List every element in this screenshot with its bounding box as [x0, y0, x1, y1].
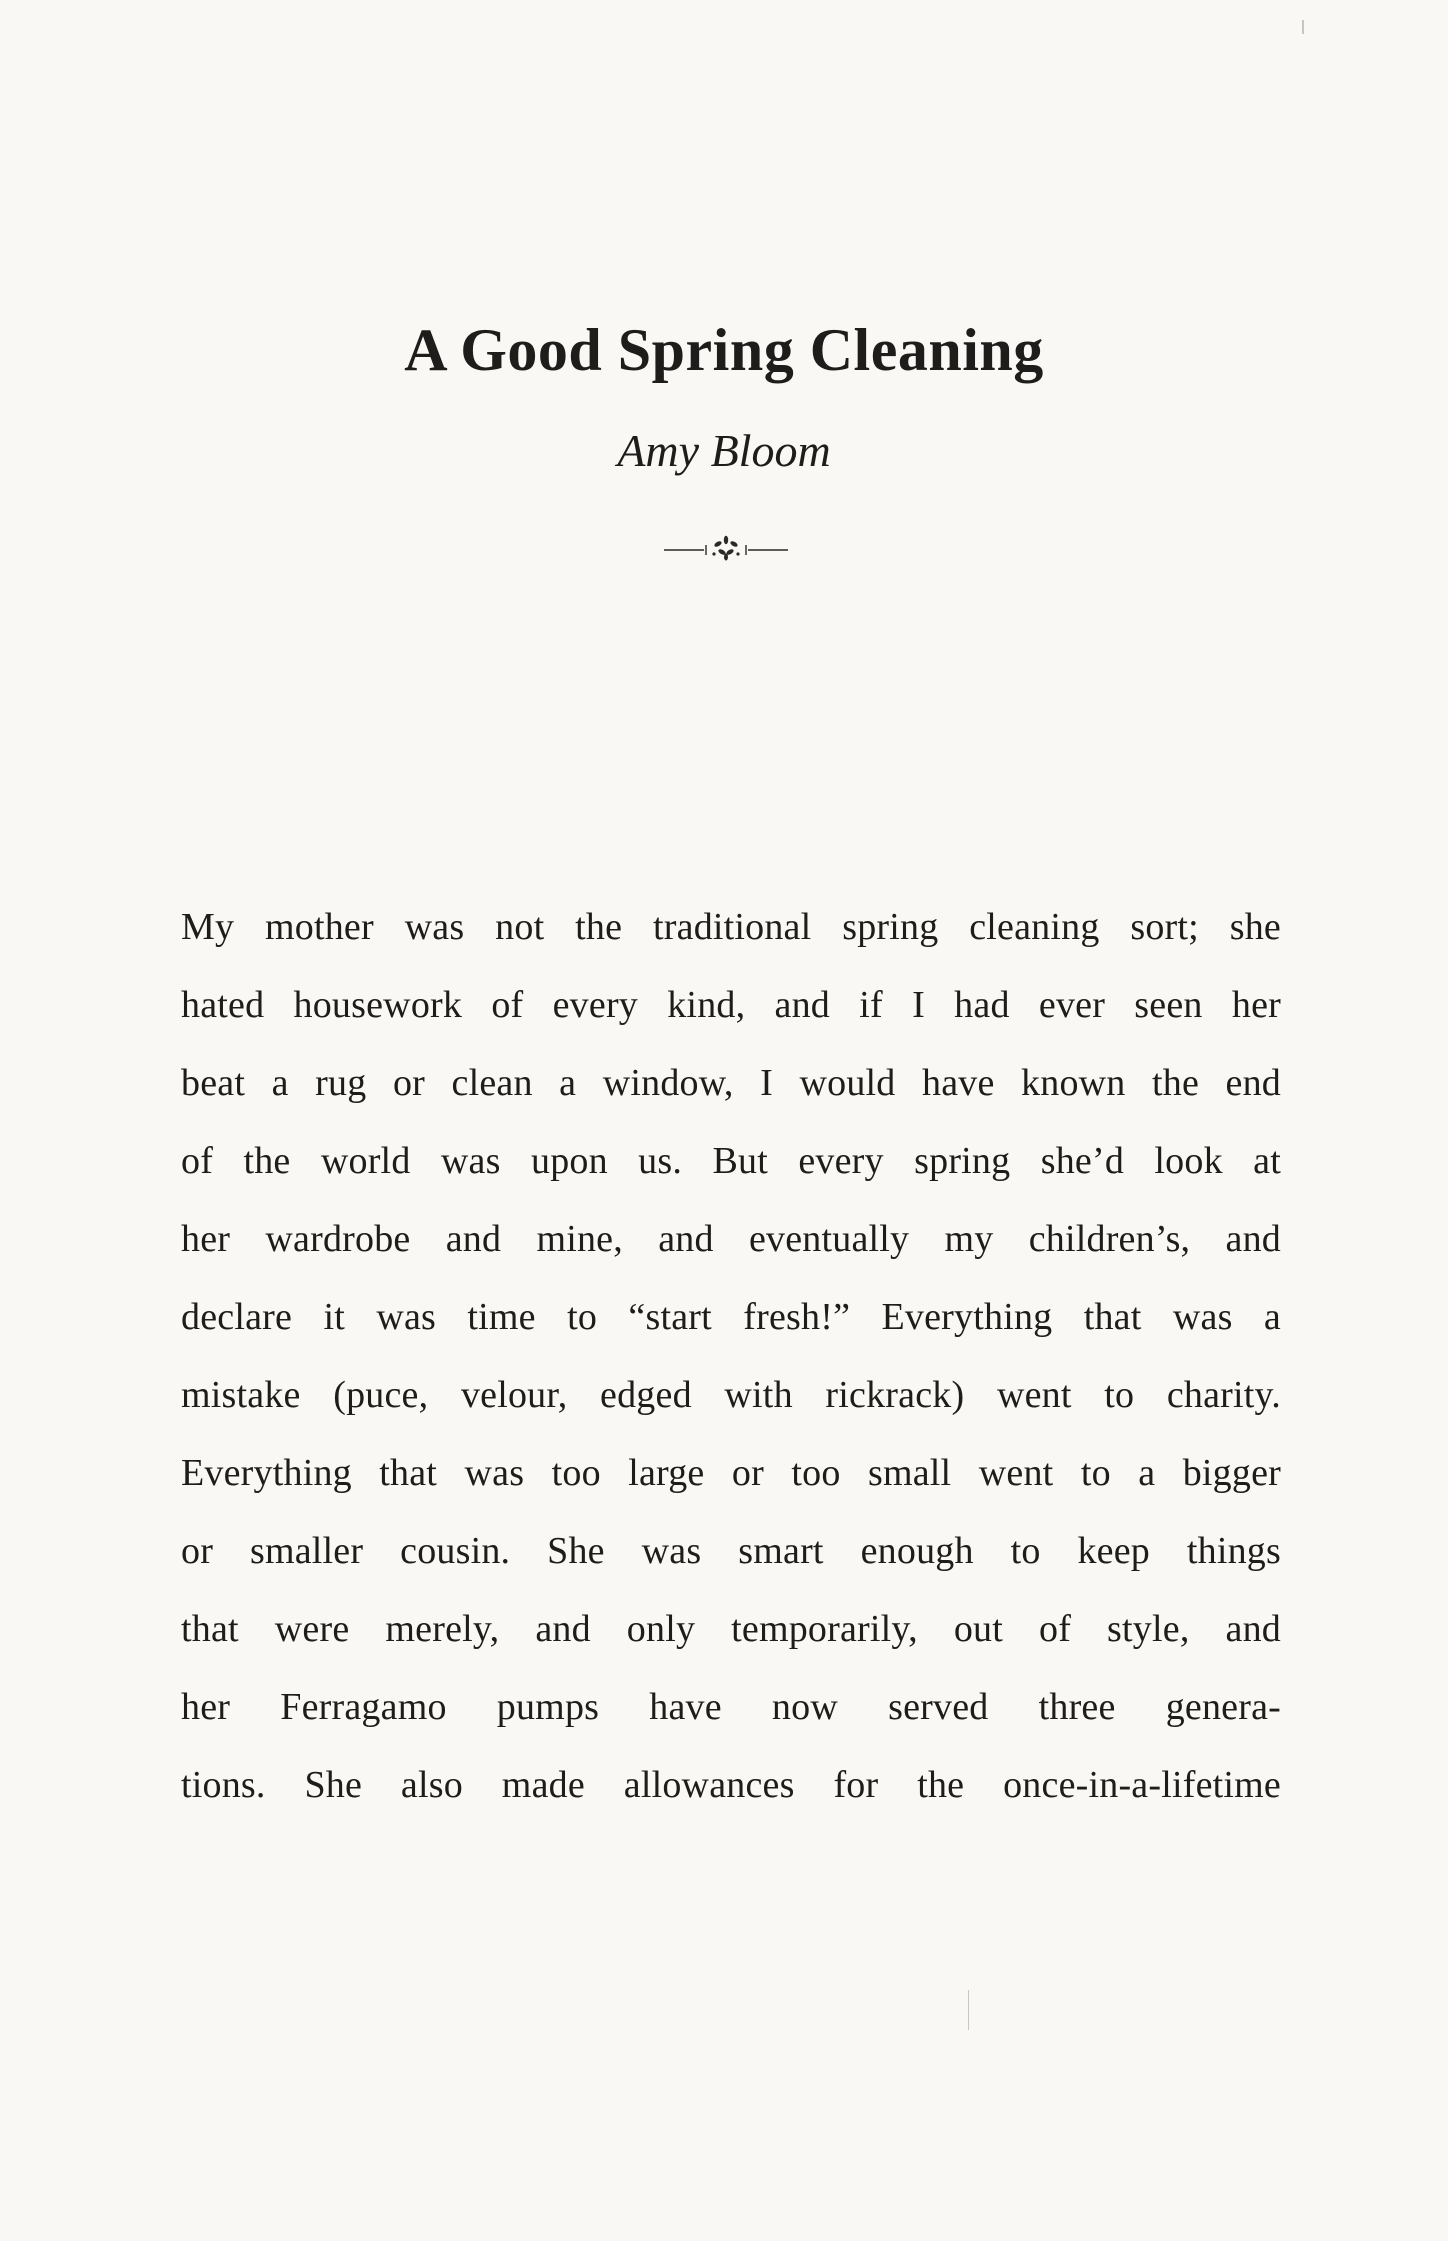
- fleuron-divider-icon: [664, 530, 788, 566]
- body-paragraph: [181, 888, 1281, 1824]
- scan-mark: [968, 1990, 969, 2030]
- text-line: her wardrobe and mine, and eventually my children’s, and: [181, 1218, 1281, 1260]
- text-line: hated housework of every kind, and if I had ever seen her: [181, 984, 1281, 1026]
- text-line: declare it was time to “start fresh!” Everything that was a: [181, 1296, 1281, 1338]
- text-line: Everything that was too large or too small went to a bigger: [181, 1452, 1281, 1494]
- scan-mark: [1302, 20, 1304, 34]
- text-line: that were merely, and only temporarily, out of style, and: [181, 1608, 1281, 1650]
- text-line: My mother was not the traditional spring cleaning sort; she: [181, 906, 1281, 948]
- text-line: her Ferragamo pumps have now served three genera-: [181, 1686, 1281, 1728]
- text-line: beat a rug or clean a window, I would have known the end: [181, 1062, 1281, 1104]
- text-line: tions. She also made allowances for the once-in-a-lifetime: [181, 1764, 1281, 1806]
- text-line: of the world was upon us. But every spring she’d look at: [181, 1140, 1281, 1182]
- text-line: mistake (puce, velour, edged with rickrack) went to charity.: [181, 1374, 1281, 1416]
- chapter-author: Amy Bloom: [617, 425, 831, 476]
- chapter-title: A Good Spring Cleaning: [404, 317, 1044, 383]
- text-line: or smaller cousin. She was smart enough to keep things: [181, 1530, 1281, 1572]
